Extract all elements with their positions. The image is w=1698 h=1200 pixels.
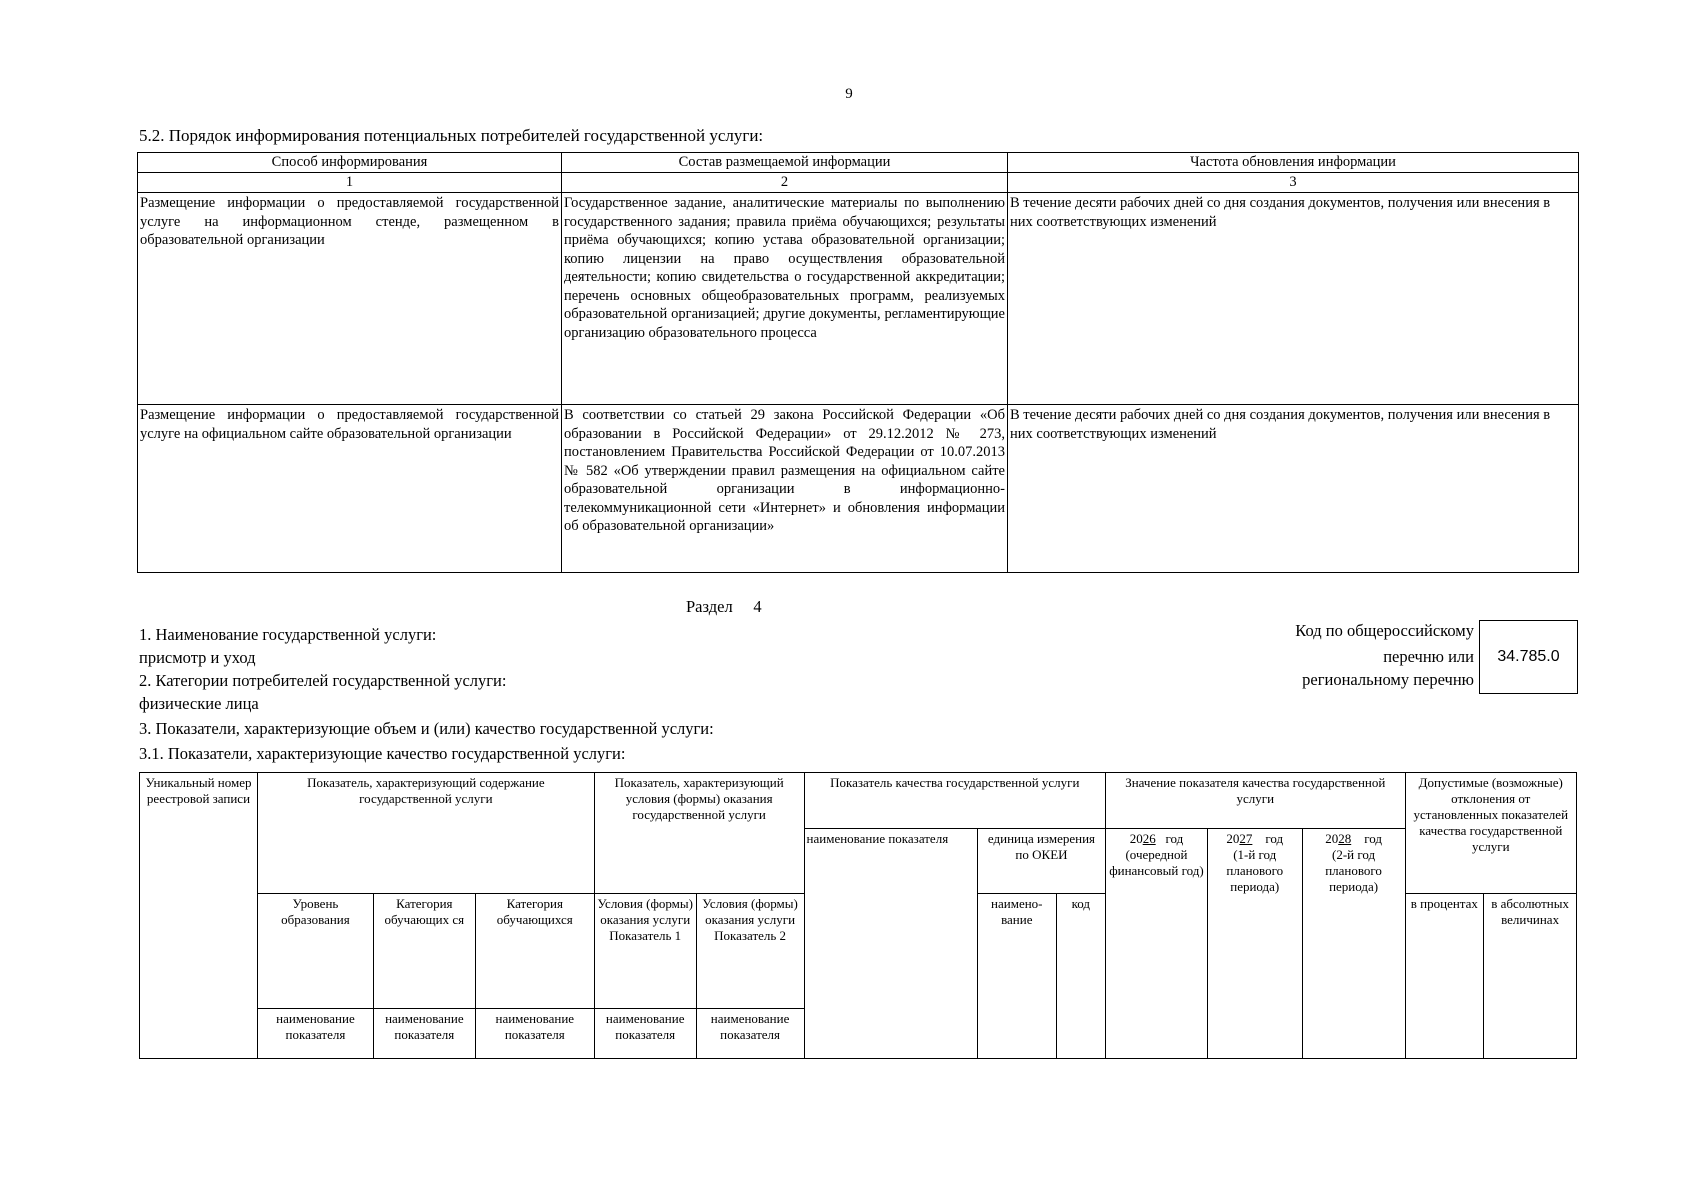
service-name-label: 1. Наименование государственной услуги: [139, 625, 437, 644]
year-2-desc: (1-й год планового периода) [1226, 847, 1284, 894]
condition-2-header: Условия (формы) оказания услуги Показатель 2 [696, 894, 804, 1009]
column-header: Состав размещаемой информации [562, 153, 1008, 173]
indicator-name-header: наименование показателя [804, 829, 977, 1059]
code-label-line1: Код по общероссийскому [1295, 621, 1474, 640]
year-2-header [1207, 829, 1302, 1059]
service-name-value: присмотр и уход [139, 648, 256, 667]
sub-indicator-name: наименование показателя [475, 1009, 594, 1059]
header-row-1 [140, 773, 1577, 829]
registry-code-value: 34.785.0 [1497, 648, 1560, 665]
year-3-value: 28 [1338, 831, 1352, 846]
section-number: 4 [753, 597, 762, 616]
table-header-row [138, 153, 1579, 173]
unique-number-header: Уникальный номер реестровой записи [140, 773, 258, 1059]
table-row [138, 193, 1579, 405]
consumer-category-value: физические лица [139, 694, 259, 713]
frequency-cell: В течение десяти рабочих дней со дня создания документов, получения или внесения в них соответствующих изменений [1008, 193, 1579, 405]
content-cell: В соответствии со статьей 29 закона Российской Федерации «Об образовании в Российской Федерации» от 29.12.2012 № 273, постановлением Правительства Российской Федерации от 10.07.2013 № 582 «Об утверждении правил размещения на официальном сайте образовательной организации в информационно-телекоммуникационной сети «Интернет» и обновления информации об образовательной организации» [562, 405, 1008, 573]
column-number: 2 [562, 173, 1008, 193]
content-cell: Государственное задание, аналитические материалы по выполнению государственного задания; правила приёма обучающихся; результаты приёма обучающихся; копию устава образовательной организации; копию лицензии на право осуществления образовательной деятельности; копию свидетельства о государственной аккредитации; перечень основных общеобразовательных программ, реализуемых образовательной организацией; другие документы, регламентирующие организацию образовательного процесса [562, 193, 1008, 405]
deviation-absolute-header: в абсолютных величинах [1484, 894, 1577, 1059]
condition-1-header: Условия (формы) оказания услуги Показатель 1 [594, 894, 696, 1009]
year-1-header [1106, 829, 1208, 1059]
column-number-row [138, 173, 1579, 193]
information-procedure-table [137, 152, 1579, 573]
year-2-prefix: 20 [1226, 831, 1240, 846]
column-number: 1 [138, 173, 562, 193]
unit-name-header: наимено-вание [977, 894, 1056, 1059]
column-header: Частота обновления информации [1008, 153, 1579, 173]
year-1-value: 26 [1142, 831, 1156, 846]
year-3-suffix: год [1364, 831, 1382, 846]
year-1-desc: (очередной финансовый год) [1109, 847, 1204, 878]
year-3-desc: (2-й год планового периода) [1325, 847, 1382, 894]
year-2-value: 27 [1239, 831, 1253, 846]
sub-indicator-name: наименование показателя [257, 1009, 373, 1059]
registry-code-box [1479, 620, 1578, 694]
unit-code-header: код [1056, 894, 1105, 1059]
quality-values-header: Значение показателя качества государственной услуги [1106, 773, 1406, 829]
section-label [686, 597, 762, 617]
frequency-cell: В течение десяти рабочих дней со дня создания документов, получения или внесения в них соответствующих изменений [1008, 405, 1579, 573]
year-3-header [1302, 829, 1405, 1059]
sub-indicator-name: наименование показателя [594, 1009, 696, 1059]
year-1-suffix: год [1165, 831, 1184, 846]
year-2-suffix: год [1265, 831, 1284, 846]
education-level-header: Уровень образования [257, 894, 373, 1009]
deviation-percent-header: в процентах [1405, 894, 1484, 1059]
code-label-line2: перечню или [1383, 647, 1474, 666]
page-number: 9 [845, 86, 853, 102]
code-label-line3: региональному перечню [1302, 670, 1474, 689]
year-1-prefix: 20 [1129, 831, 1143, 846]
conditions-indicator-header: Показатель, характеризующий условия (формы) оказания государственной услуги [594, 773, 804, 894]
column-header: Способ информирования [138, 153, 562, 173]
method-cell: Размещение информации о предоставляемой государственной услуге на официальном сайте образовательной организации [138, 405, 562, 573]
sub-indicator-name: наименование показателя [696, 1009, 804, 1059]
column-number: 3 [1008, 173, 1579, 193]
table-row [138, 405, 1579, 573]
student-category-1-header: Категория обучающих ся [373, 894, 475, 1009]
student-category-2-header: Категория обучающихся [475, 894, 594, 1009]
section-word: Раздел [686, 597, 733, 616]
indicators-label: 3. Показатели, характеризующие объем и (или) качество государственной услуги: [139, 719, 714, 738]
section-5-2-title: 5.2. Порядок информирования потенциальных потребителей государственной услуги: [139, 126, 764, 145]
quality-indicators-label: 3.1. Показатели, характеризующие качество государственной услуги: [139, 744, 626, 763]
quality-indicators-table [139, 772, 1577, 1059]
unit-header: единица измерения по ОКЕИ [977, 829, 1105, 894]
method-cell: Размещение информации о предоставляемой государственной услуге на информационном стенде, размещенном в образовательной организации [138, 193, 562, 405]
content-indicator-header: Показатель, характеризующий содержание государственной услуги [257, 773, 594, 894]
sub-indicator-name: наименование показателя [373, 1009, 475, 1059]
deviation-header: Допустимые (возможные) отклонения от установленных показателей качества государственной услуги [1405, 773, 1576, 894]
consumer-category-label: 2. Категории потребителей государственной услуги: [139, 671, 507, 690]
quality-indicator-header: Показатель качества государственной услуги [804, 773, 1105, 829]
year-3-prefix: 20 [1325, 831, 1339, 846]
